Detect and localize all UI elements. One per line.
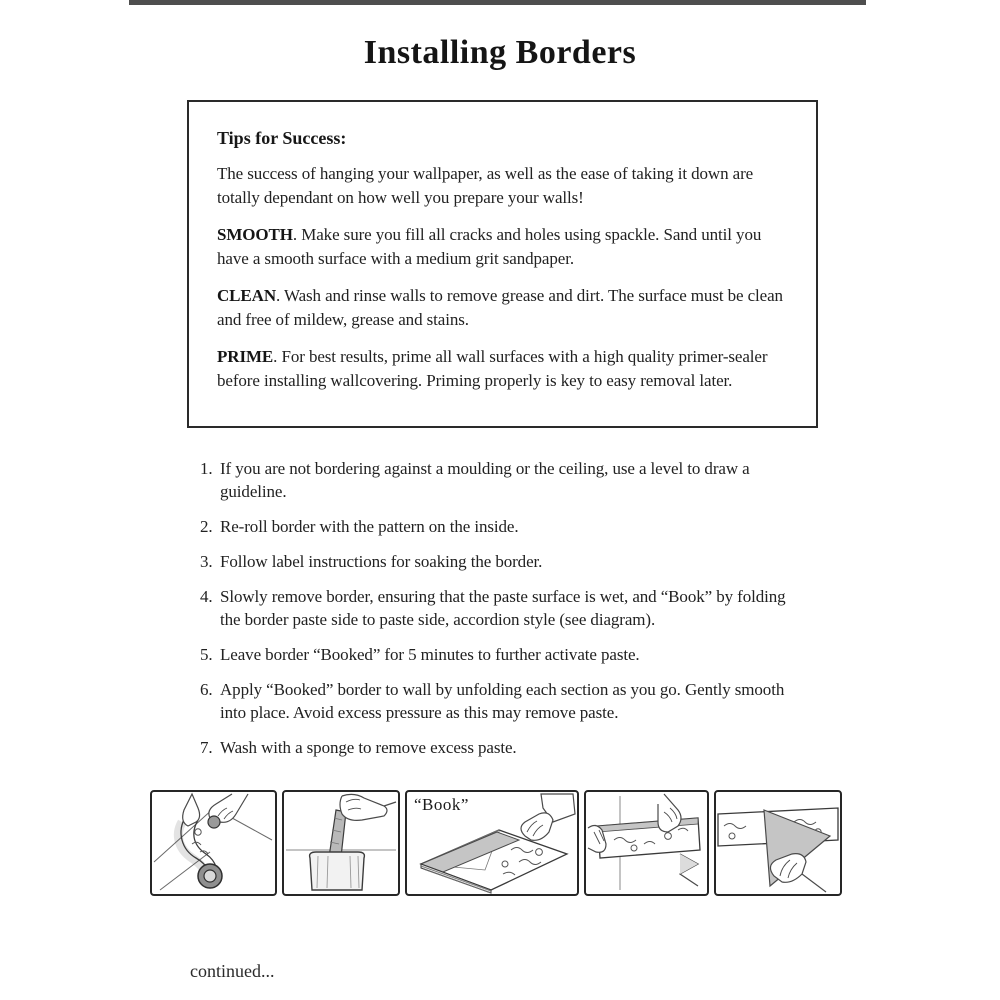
tip-prime-text: . For best results, prime all wall surfaces with a high quality primer-sealer before installing wallcovering. Priming properly is key to easy removal later. — [217, 347, 768, 390]
diagram-panel-reroll — [150, 790, 277, 896]
step-text: Wash with a sponge to remove excess paste. — [220, 738, 517, 757]
step-item-4 — [200, 585, 792, 631]
step-number: 3. — [200, 552, 213, 571]
step-text: Leave border “Booked” for 5 minutes to further activate paste. — [220, 645, 640, 664]
step-number: 7. — [200, 738, 213, 757]
instruction-steps — [200, 457, 792, 771]
step-number: 6. — [200, 680, 213, 699]
tip-clean-text: . Wash and rinse walls to remove grease and dirt. The surface must be clean and free of mildew, grease and stains. — [217, 286, 783, 329]
tip-clean-keyword: CLEAN — [217, 286, 277, 305]
diagram-panel-apply — [584, 790, 709, 896]
step-text: If you are not bordering against a moulding or the ceiling, use a level to draw a guideline. — [220, 459, 750, 501]
step-item-6 — [200, 678, 792, 724]
tip-prime — [217, 345, 784, 393]
step-item-5 — [200, 643, 792, 666]
apply-border-illustration — [586, 792, 707, 894]
step-item-3 — [200, 550, 792, 573]
tip-smooth — [217, 223, 784, 271]
tip-smooth-text: . Make sure you fill all cracks and holes using spackle. Sand until you have a smooth surface with a medium grit sandpaper. — [217, 225, 762, 268]
step-item-7 — [200, 736, 792, 759]
page-title: Installing Borders — [363, 34, 637, 71]
smooth-border-illustration — [716, 792, 840, 894]
book-label: “Book” — [414, 795, 469, 814]
step-number: 5. — [200, 645, 213, 664]
tip-smooth-keyword: SMOOTH — [217, 225, 293, 244]
diagram-panel-soak — [282, 790, 400, 896]
soak-border-illustration — [284, 792, 398, 894]
diagram-panel-book — [405, 790, 579, 896]
reroll-border-illustration — [152, 792, 275, 894]
tips-box — [187, 100, 818, 428]
tip-prime-keyword: PRIME — [217, 347, 274, 366]
step-text: Follow label instructions for soaking the border. — [220, 552, 543, 571]
step-text: Slowly remove border, ensuring that the paste surface is wet, and “Book” by folding the border paste side to paste side, accordion style (see diagram). — [220, 587, 786, 629]
diagram-strip — [150, 790, 842, 896]
step-number: 2. — [200, 517, 213, 536]
step-item-2 — [200, 515, 792, 538]
step-text: Re-roll border with the pattern on the inside. — [220, 517, 519, 536]
tip-clean — [217, 284, 784, 332]
continued-text: continued... — [190, 961, 275, 981]
step-number: 1. — [200, 459, 213, 478]
step-number: 4. — [200, 587, 213, 606]
page-top-edge-line — [129, 0, 866, 5]
tips-heading: Tips for Success: — [217, 128, 347, 148]
diagram-panel-smooth — [714, 790, 842, 896]
tips-intro: The success of hanging your wallpaper, as well as the ease of taking it down are totally dependant on how well you prepare your walls! — [217, 164, 754, 207]
step-item-1 — [200, 457, 792, 503]
step-text: Apply “Booked” border to wall by unfolding each section as you go. Gently smooth into place. Avoid excess pressure as this may remove paste. — [220, 680, 785, 722]
